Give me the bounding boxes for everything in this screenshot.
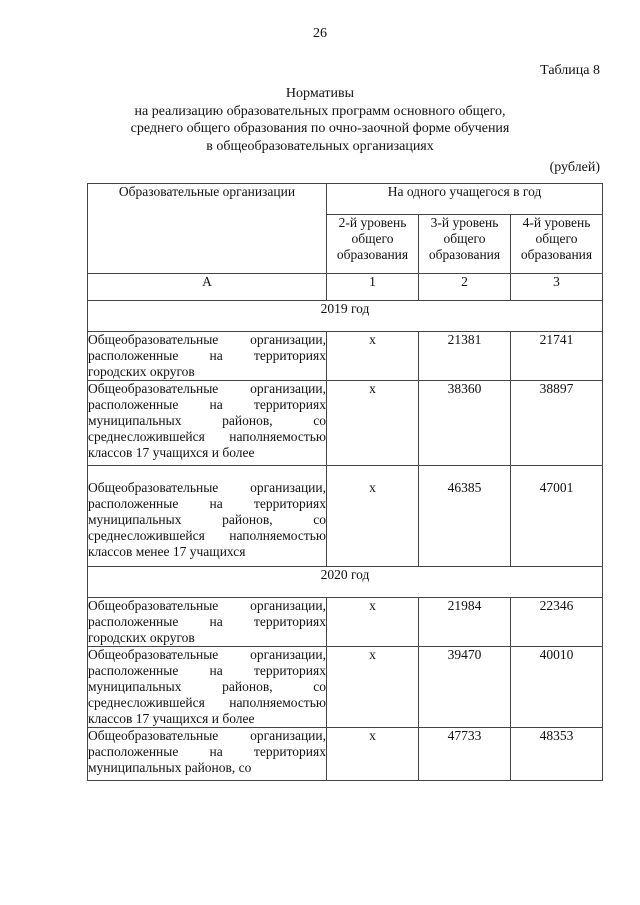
value-cell: 21741 — [511, 332, 603, 381]
table-row — [88, 381, 603, 466]
value-cell: 46385 — [419, 466, 511, 567]
org-cell: Общеобразовательные организации, расположенные на территориях городских округов — [88, 598, 326, 645]
value-cell: 21984 — [419, 598, 511, 647]
org-cell: Общеобразовательные организации, расположенные на территориях муниципальных районов, со среднесложившейся наполняемостью классов 17 учащихся и более — [88, 381, 327, 466]
value-cell: х — [327, 466, 419, 567]
year-label: 2019 год — [88, 301, 603, 332]
year-row — [88, 301, 603, 332]
org-cell: Общеобразовательные организации, расположенные на территориях муниципальных районов, со среднесложившейся наполняемостью классов 17 учащихся и более — [88, 647, 326, 726]
table-row — [88, 466, 603, 567]
table-row — [88, 647, 603, 728]
value-cell: 39470 — [419, 647, 511, 728]
column-number-row — [88, 274, 603, 301]
value-cell: 47733 — [419, 728, 511, 781]
column-number: 3 — [511, 274, 603, 301]
value-cell: 48353 — [511, 728, 603, 781]
table-row — [88, 332, 603, 381]
value-cell: х — [327, 598, 419, 647]
table-row — [88, 728, 603, 781]
column-number: 1 — [327, 274, 419, 301]
title-line: в общеобразовательных организациях — [206, 138, 434, 154]
header-org-column: Образовательные организации — [88, 184, 327, 274]
value-cell: 38897 — [511, 381, 603, 466]
value-cell: х — [327, 381, 419, 466]
value-cell: 22346 — [511, 598, 603, 647]
year-row — [88, 567, 603, 598]
header-group: На одного учащегося в год — [327, 184, 603, 215]
value-cell: х — [327, 332, 419, 381]
org-cell: Общеобразовательные организации, расположенные на территориях муниципальных районов, со — [88, 728, 327, 781]
header-col-1: 2-й уровень общего образования — [327, 215, 419, 274]
value-cell: 40010 — [511, 647, 603, 728]
table-title — [0, 85, 640, 155]
value-cell: х — [327, 728, 419, 781]
page-number: 26 — [313, 26, 327, 41]
table-label: Таблица 8 — [540, 63, 600, 78]
title-line: Нормативы — [285, 86, 355, 101]
value-cell: 47001 — [511, 466, 603, 567]
value-cell: 38360 — [419, 381, 511, 466]
units-label: (рублей) — [549, 160, 600, 175]
norms-table — [87, 183, 603, 781]
org-cell: Общеобразовательные организации, расположенные на территориях муниципальных районов, со среднесложившейся наполняемостью классов менее 17 учащихся — [88, 466, 327, 567]
org-cell: Общеобразовательные организации, расположенные на территориях городских округов — [88, 332, 326, 379]
title-line: среднего общего образования по очно-заочной форме обучения — [130, 121, 510, 136]
column-number: 2 — [419, 274, 511, 301]
header-col-2: 3-й уровень общего образования — [419, 215, 511, 274]
table-row — [88, 598, 603, 647]
year-label: 2020 год — [88, 567, 603, 598]
header-col-3: 4-й уровень общего образования — [511, 215, 603, 274]
value-cell: 21381 — [419, 332, 511, 381]
column-number: А — [88, 274, 327, 301]
title-line: на реализацию образовательных программ основного общего, — [134, 103, 506, 119]
value-cell: х — [327, 647, 419, 728]
